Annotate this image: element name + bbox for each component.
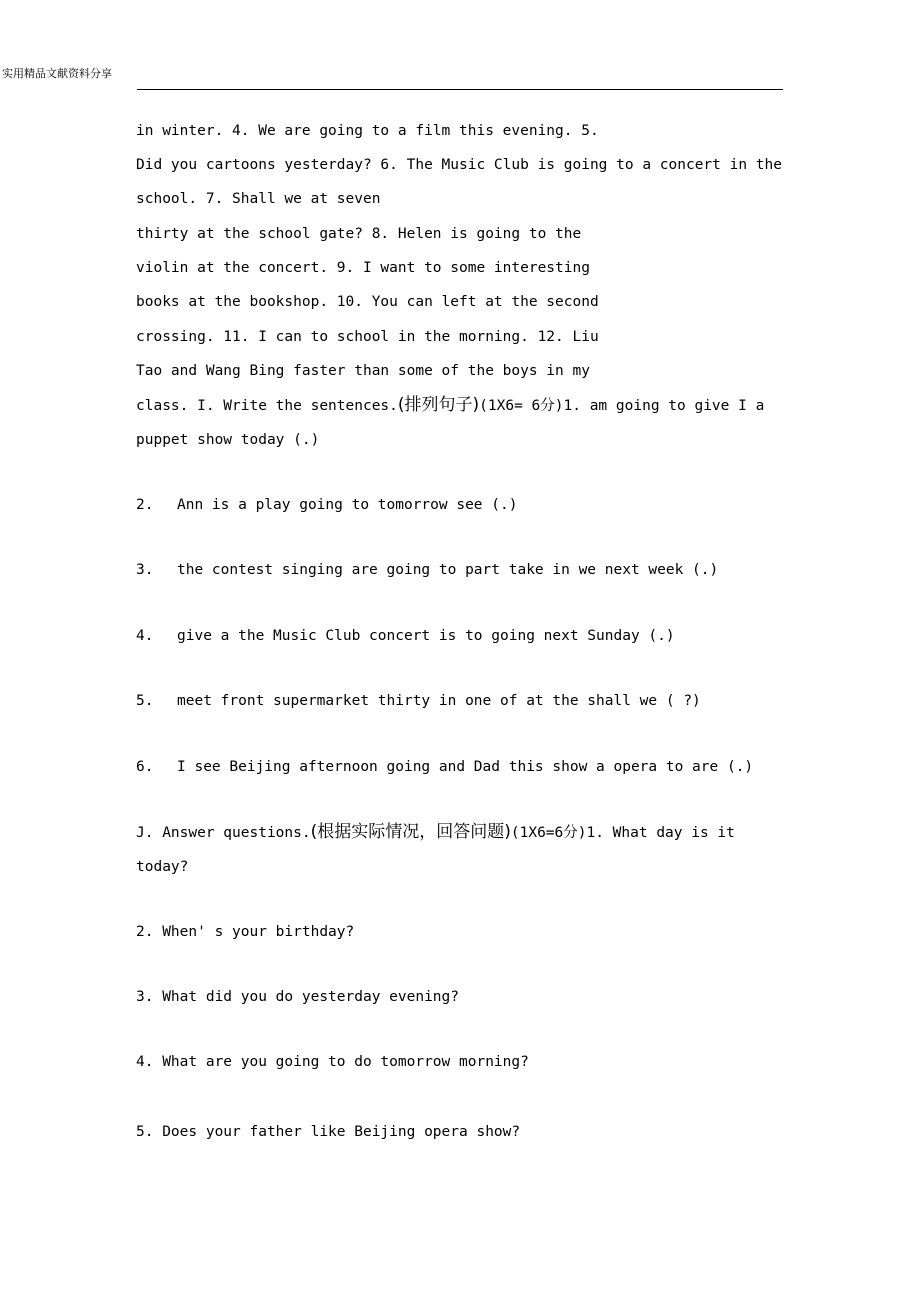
body-line: Did you cartoons yesterday? 6. The Music Club is going to a concert in the xyxy=(136,157,783,173)
body-line: books at the bookshop. 10. You can left at the second xyxy=(136,294,599,310)
arrange-item-1: 1. am going to give I a xyxy=(563,398,765,414)
body-line: violin at the concert. 9. I want to some interesting xyxy=(136,260,590,276)
question-1-continued: today? xyxy=(136,859,189,875)
section-i-heading xyxy=(136,395,764,416)
arrange-item xyxy=(136,495,517,515)
arrange-item xyxy=(136,560,718,580)
question-item: 4. What are you going to do tomorrow morning? xyxy=(136,1054,529,1070)
item-text: meet front supermarket thirty in one of at the shall we ( ?) xyxy=(177,693,701,709)
section-j-heading xyxy=(136,822,735,843)
body-line: Tao and Wang Bing faster than some of the boys in my xyxy=(136,363,590,379)
item-number: 3. xyxy=(136,562,154,578)
section-i-score: (1X6= 6分) xyxy=(479,398,564,414)
header-divider xyxy=(137,89,783,90)
body-line: crossing. 11. I can to school in the morning. 12. Liu xyxy=(136,329,599,345)
section-j-title-cn: (根据实际情况，回答问题) xyxy=(310,822,511,842)
arrange-item-1-continued: puppet show today (.) xyxy=(136,432,320,448)
section-j-score: (1X6=6分) xyxy=(510,825,587,841)
item-text: give a the Music Club concert is to going next Sunday (.) xyxy=(177,628,675,644)
page-header-label: 实用精品文献资料分享 xyxy=(2,67,112,80)
arrange-item xyxy=(136,757,753,777)
question-item: 5. Does your father like Beijing opera show? xyxy=(136,1124,521,1140)
item-text: I see Beijing afternoon going and Dad this show a opera to are (.) xyxy=(177,759,754,775)
section-i-title-cn: (排列句子) xyxy=(397,395,480,415)
arrange-item xyxy=(136,626,675,646)
section-j-title: J. Answer questions. xyxy=(136,825,311,841)
question-item: 3. What did you do yesterday evening? xyxy=(136,989,460,1005)
body-line: thirty at the school gate? 8. Helen is going to the xyxy=(136,226,582,242)
item-text: Ann is a play going to tomorrow see (.) xyxy=(177,497,518,513)
item-number: 4. xyxy=(136,628,154,644)
body-line: school. 7. Shall we at seven xyxy=(136,191,381,207)
item-text: the contest singing are going to part take in we next week (.) xyxy=(177,562,719,578)
question-1: 1. What day is it xyxy=(586,825,735,841)
body-line: in winter. 4. We are going to a film this evening. 5. xyxy=(136,123,599,139)
item-number: 5. xyxy=(136,693,154,709)
question-item: 2. When' s your birthday? xyxy=(136,924,355,940)
arrange-item xyxy=(136,691,701,711)
item-number: 2. xyxy=(136,497,154,513)
section-i-title: class. I. Write the sentences. xyxy=(136,398,398,414)
item-number: 6. xyxy=(136,759,154,775)
